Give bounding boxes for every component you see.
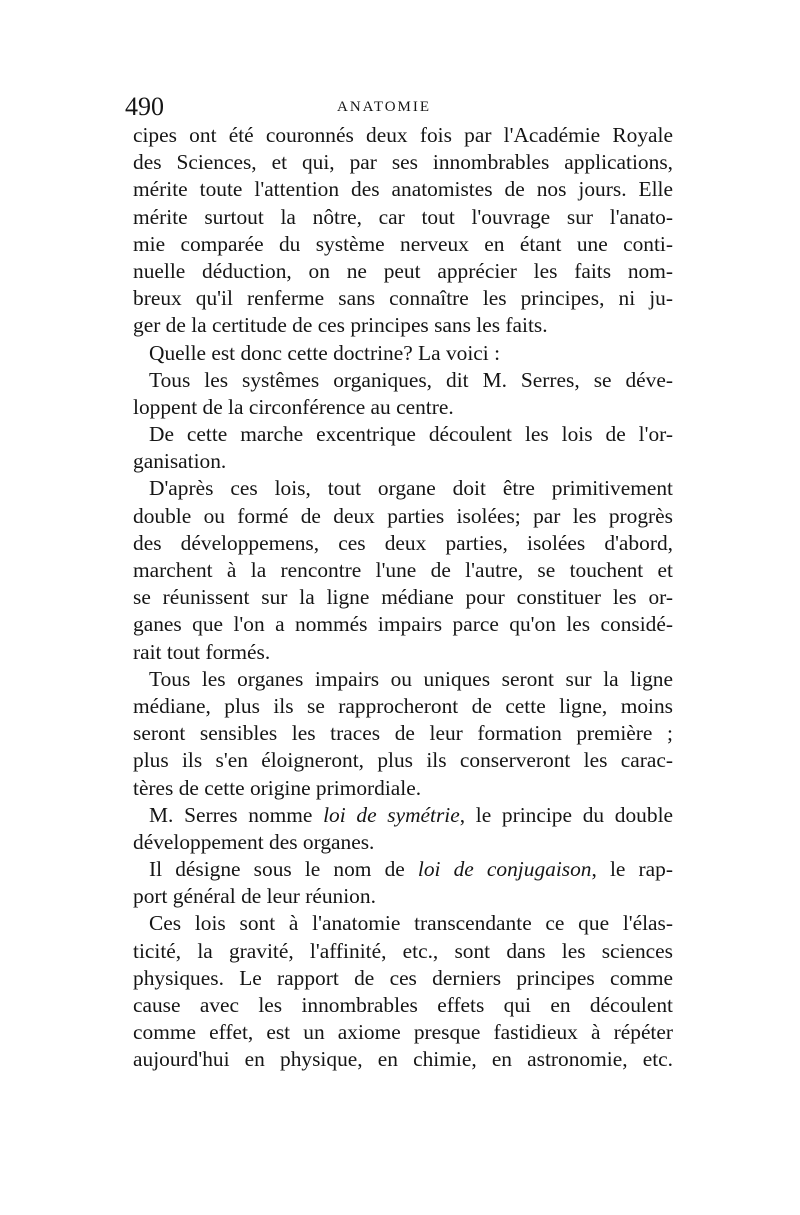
text-line: Tous les organes impairs ou uniques seront sur la ligne xyxy=(149,666,673,691)
text-line: cause avec les innombrables effets qui en découlent xyxy=(133,993,673,1017)
text-segment: Il désigne sous le nom de xyxy=(149,857,418,882)
text-line: développement des organes. xyxy=(133,829,375,854)
text-line: physiques. Le rapport de ces derniers principes comme xyxy=(133,965,673,990)
text-line: cipes ont été couronnés deux fois par l'Académie Royale xyxy=(133,123,673,147)
text-line: mie comparée du système nerveux en étant une conti- xyxy=(133,231,673,256)
emphasis-term: loi de conjugaison xyxy=(417,857,592,882)
text-line: mérite toute l'attention des anatomistes de nos jours. Elle xyxy=(133,177,673,202)
text-line: seront sensibles les traces de leur formation première ; xyxy=(133,721,673,746)
text-line: Tous les systêmes organiques, dit M. Serres, se déve- xyxy=(149,367,673,392)
text-line: des développemens, ces deux parties, isolées d'abord, xyxy=(133,530,673,555)
text-line xyxy=(133,802,673,829)
text-line: ticité, la gravité, l'affinité, etc., sont dans les sciences xyxy=(133,938,673,963)
text-line: ganes que l'on a nommés impairs parce qu'on les considé- xyxy=(133,612,673,637)
text-line: loppent de la circonférence au centre. xyxy=(133,394,454,419)
text-line: comme effet, est un axiome presque fastidieux à répéter xyxy=(133,1020,673,1045)
emphasis-term: loi de symétrie xyxy=(323,802,460,827)
running-head: ANATOMIE xyxy=(337,99,432,115)
text-line: breux qu'il renferme sans connaître les principes, ni ju- xyxy=(133,286,673,311)
text-line: De cette marche excentrique découlent les lois de l'or- xyxy=(149,422,673,447)
text-line: nuelle déduction, on ne peut apprécier les faits nom- xyxy=(133,258,673,283)
text-line: Quelle est donc cette doctrine? La voici : xyxy=(149,340,501,365)
text-segment: , le principe du double xyxy=(459,802,674,827)
text-line: marchent à la rencontre l'une de l'autre, se touchent et xyxy=(133,558,673,582)
text-line: double ou formé de deux parties isolées; par les progrès xyxy=(133,503,673,528)
text-line: Ces lois sont à l'anatomie transcendante ce que l'élas- xyxy=(149,911,673,936)
text-line: aujourd'hui en physique, en chimie, en astronomie, etc. xyxy=(133,1047,673,1072)
text-line xyxy=(133,856,673,883)
text-line: rait tout formés. xyxy=(133,639,271,664)
text-line: mérite surtout la nôtre, car tout l'ouvrage sur l'anato- xyxy=(133,204,673,229)
text-line: ger de la certitude de ces principes sans les faits. xyxy=(133,313,548,338)
text-line: plus ils s'en éloigneront, plus ils conserveront les carac- xyxy=(133,748,673,773)
text-line: des Sciences, et qui, par ses innombrables applications, xyxy=(133,150,673,175)
text-line: médiane, plus ils se rapprocheront de cette ligne, moins xyxy=(133,693,673,718)
page-header xyxy=(125,92,670,126)
text-line: port général de leur réunion. xyxy=(133,884,376,909)
text-line: D'après ces lois, tout organe doit être primitivement xyxy=(149,476,673,501)
text-segment: , le rap- xyxy=(591,857,673,882)
body-text xyxy=(133,122,673,1074)
text-line: tères de cette origine primordiale. xyxy=(133,775,422,800)
text-line: ganisation. xyxy=(133,449,227,474)
text-segment: M. Serres nomme xyxy=(149,802,324,827)
text-line: se réunissent sur la ligne médiane pour constituer les or- xyxy=(133,585,673,610)
page-number: 490 xyxy=(125,92,164,121)
